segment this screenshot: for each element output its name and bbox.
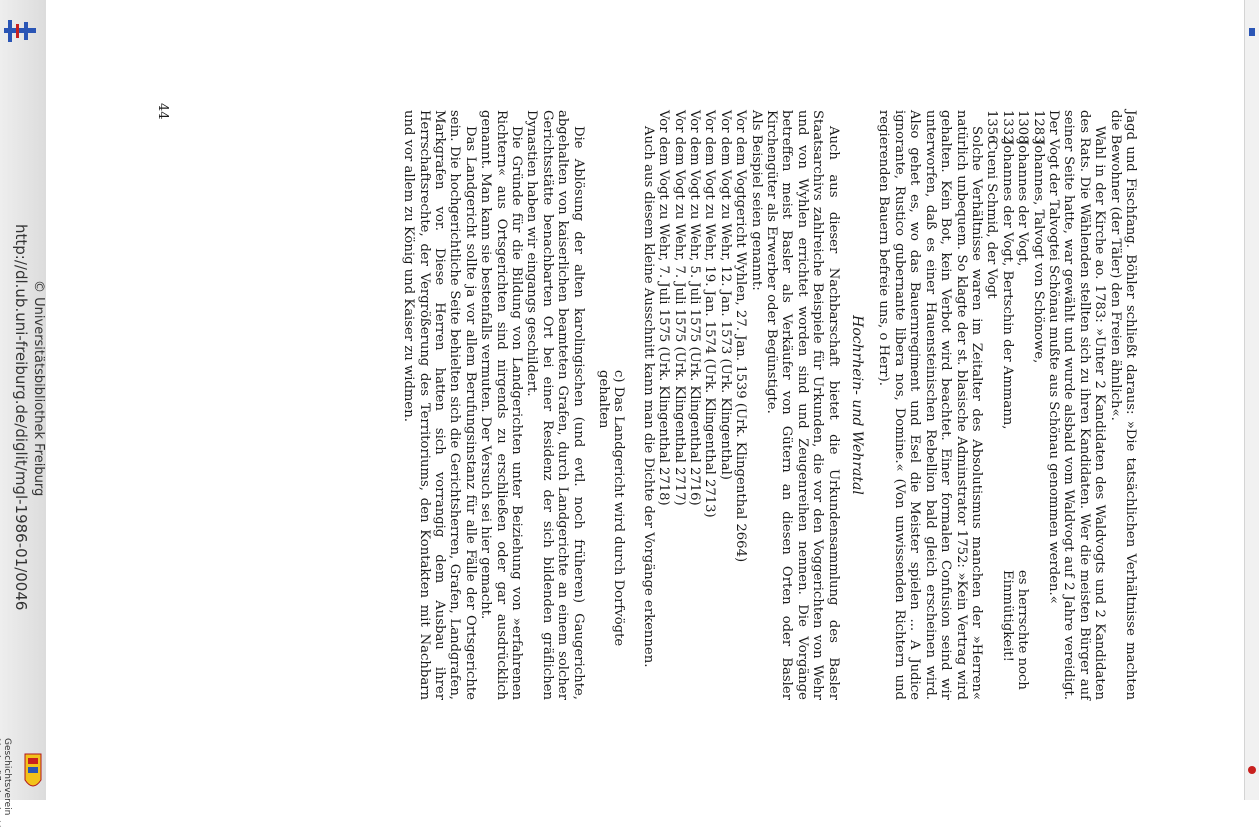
document-list — [656, 110, 764, 700]
viewer-right-edge — [1244, 0, 1259, 800]
date-list — [984, 110, 1046, 700]
page-text-block — [163, 110, 1138, 700]
paragraph: Die Gründe für die Bildung von Landgerichten unter Beiziehung von »erfahrenen Richtern« aus Ortsgerichten sind nirgends zu erschließen oder gar ausdrücklich genannt. Man kann sie bestenfalls vermuten. Der Versuch sei hier gemacht. — [478, 110, 524, 700]
paragraph: Solche Verhältnisse waren im Zeitalter des Absolutismus manchen der »Herren« natürlich unbequem. So klagte der st. blasische Adminstrator 1752: »Kein Vertrag wird gehalten. Kein Bot, kein Verbot wird beachtet. Einer formalen Confusion seind wir unterworfen, daß es einer Hauensteinischen Rebellion bald gleich erscheinen wird. Also gehet es, wo das Bauernregiment und Esel die Meister spielen ... A Judice ignorante, Rustico gubernante libera nos, Domine.« (Von unwissenden Richtern und regierenden Bauern befreie uns, o Herr). — [876, 110, 984, 700]
copyright-label: © Universitätsbibliothek Freiburg — [31, 280, 46, 497]
list-item: Vor dem Vogtgericht Wyhlen, 27. Jan. 1539 (Urk. Klingenthal 2664) — [733, 110, 749, 563]
paragraph: Auch aus diesem kleine Ausschnitt kann man die Dichte der Vorgänge erkennen. — [640, 126, 656, 668]
date-row: 1356 Cueni Schmid, der Vogt — [984, 110, 1000, 299]
list-item: Vor dem Vogt zu Wehr, 12. Jan. 1573 (Urk. Klingenthal) — [717, 110, 733, 480]
list-intro: Als Beispiel seien genannt: — [748, 110, 764, 291]
library-logo-icon — [2, 18, 38, 44]
subsection-heading: c) Das Landgericht wird durch Dorfvögte gehalten — [596, 370, 627, 647]
list-item: Vor dem Vogt zu Wehr, 19. Jan. 1574 (Urk. Klingenthal 2713) — [702, 110, 718, 518]
paragraph: Jagd und Fischfang. Böhler schließt daraus: »Die tatsächlichen Verhältnisse machten die Bewohner (der Täler) den Freien ähnlich«. — [1107, 110, 1138, 700]
paragraph: Wahl in der Kirche ao. 1783: »Unter 2 Kandidaten des Waldvogts und 2 Kandidaten des Rats. Die Wählenden stellten sich zu ihren Kandidaten. Wer die meisten Bürger auf seiner Seite hatte, war gewählt und wurde alsbald vom Waldvogt auf 2 Jahre vereidigt. Der Vogt der Talvogtei Schönau mußte aus Schönau genommen werden.« — [1045, 110, 1108, 700]
date-row: 1308 Johannes der Vogt, es herrschte noch — [1015, 110, 1031, 690]
date-row: 1283 Johannes, Talvogt von Schönowe, — [1030, 110, 1046, 364]
list-item: Vor dem Vogt zu Wehr, 7. Juli 1575 (Urk. Klingenthal 2718) — [656, 110, 672, 506]
scroll-marker-icon — [1247, 10, 1257, 800]
coat-of-arms-icon — [24, 752, 42, 800]
date-row: 1332 Johannes der Vogt, Bertschin der Ammann, Einmütigkeit! — [999, 110, 1015, 662]
section-heading: Hochrhein- und Wehratal — [849, 315, 866, 495]
viewer-sidebar: http://dl.ub.uni-freiburg.de/diglit/mgl-1986-01/0046 © Universitätsbibliothek Freiburg Geschichtsverein — [0, 0, 46, 800]
paragraph: Das Landgericht sollte ja vor allem Berufungsinstanz für alle Fälle der Ortsgerichte sein. Die hochgerichtliche Seite behielten sich die Gerichtsherren, Grafen, Landgrafen, Markgrafen vor. Diese Herren hatten sich vorrangig dem Ausbau ihrer Herrschaftsrechte, der Vergrößerung des Territoriums, den Kontakten mit Nachbarn und vor allem zu König und Kaiser zu widmen. — [401, 110, 478, 700]
paragraph: Auch aus dieser Nachbarschaft bietet die Urkundensammlung des Basler Staatsarchivs zahlreiche Beispiele für Urkunden, die vor den Voggerichten von Wehr und von Wyhlen errichtet worden sind und Zeugenreihen nennen. Die Vorgänge betreffen meist Basler als Verkäufer von Gütern an diesen Orten oder Basler Kirchengüter als Erwerber oder Begünstigte. — [764, 110, 841, 700]
list-item: Vor dem Vogt zu Wehr, 7. Juli 1575 (Urk. Klingenthal 2717) — [671, 110, 687, 506]
paragraph: Die Ablösung der alten karolingischen (und evtl. noch früheren) Gaugerichte, abgehalten von kaiserlichen beamteten Grafen, durch Landgerichte an einem solcher Gerichtsstätte benachbarten Ort bei einer Residenz der sich bildenden gräflichen Dynastien haben wir eingangs geschildert. — [524, 110, 586, 700]
list-item: Vor dem Vogt zu Wehr, 5. Juli 1575 (Urk. Klingenthal 2716) — [687, 110, 703, 506]
